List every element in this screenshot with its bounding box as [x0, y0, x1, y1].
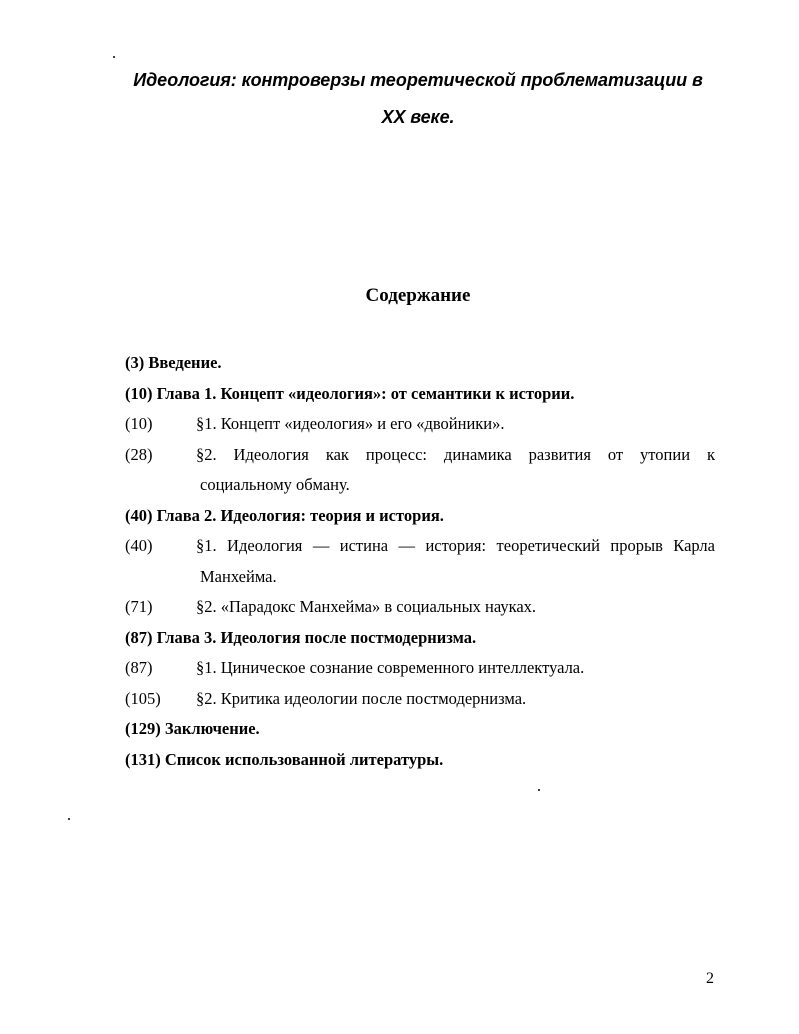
toc-section-title — [196, 440, 715, 501]
toc-entry-chapter-2: (40) Глава 2. Идеология: теория и история. — [125, 505, 444, 525]
toc-entry-ch1-section-1 — [125, 409, 715, 440]
toc-section-title-line-2: Манхейма. — [200, 566, 277, 586]
toc-section-title: §2. Критика идеологии после постмодернизма. — [196, 688, 527, 708]
toc-section-title: §2. «Парадокс Манхейма» в социальных науках. — [196, 597, 537, 616]
document-title-line-1: Идеология: контроверзы теоретической проблематизации в — [133, 70, 703, 90]
toc-section-title: §1. Концепт «идеология» и его «двойники». — [196, 414, 505, 433]
toc-entry-ch2-section-1 — [125, 531, 715, 592]
toc-entry-ch3-section-2 — [125, 684, 715, 715]
toc-page-number: (105) — [125, 688, 161, 708]
document-title-line-2: XX веке. — [381, 107, 455, 127]
toc-page-number: (71) — [125, 597, 153, 616]
contents-heading: Содержание — [365, 285, 471, 306]
toc-page-number: (87) — [125, 658, 153, 677]
scan-speck — [68, 818, 70, 820]
toc-section-title-line-1: §2. Идеология как процесс: динамика развития от утопии к — [196, 444, 715, 464]
toc-entry-ch1-section-2 — [125, 440, 715, 501]
toc-section-title: §1. Циническое сознание современного интеллектуала. — [196, 658, 585, 677]
toc-entry-introduction: (3) Введение. — [125, 353, 222, 372]
toc-section-title-line-2: социальному обману. — [200, 475, 350, 494]
toc-page-number: (40) — [125, 536, 153, 555]
scan-speck — [113, 56, 115, 58]
page-number: 2 — [706, 970, 714, 987]
toc-page-number: (10) — [125, 414, 153, 433]
toc-page-number: (28) — [125, 444, 153, 464]
table-of-contents — [125, 348, 715, 775]
toc-entry-conclusion: (129) Заключение. — [125, 719, 260, 738]
toc-section-title-line-1: §1. Идеология — истина — история: теоретический прорыв Карла — [196, 536, 715, 555]
toc-entry-bibliography: (131) Список использованной литературы. — [125, 749, 444, 769]
document-title — [60, 62, 776, 136]
toc-entry-chapter-3: (87) Глава 3. Идеология после постмодернизма. — [125, 627, 477, 647]
toc-section-title — [196, 531, 715, 592]
toc-entry-ch3-section-1 — [125, 653, 715, 684]
toc-entry-chapter-1: (10) Глава 1. Концепт «идеология»: от семантики к истории. — [125, 383, 575, 403]
scan-speck — [538, 789, 540, 791]
toc-entry-ch2-section-2 — [125, 592, 715, 623]
